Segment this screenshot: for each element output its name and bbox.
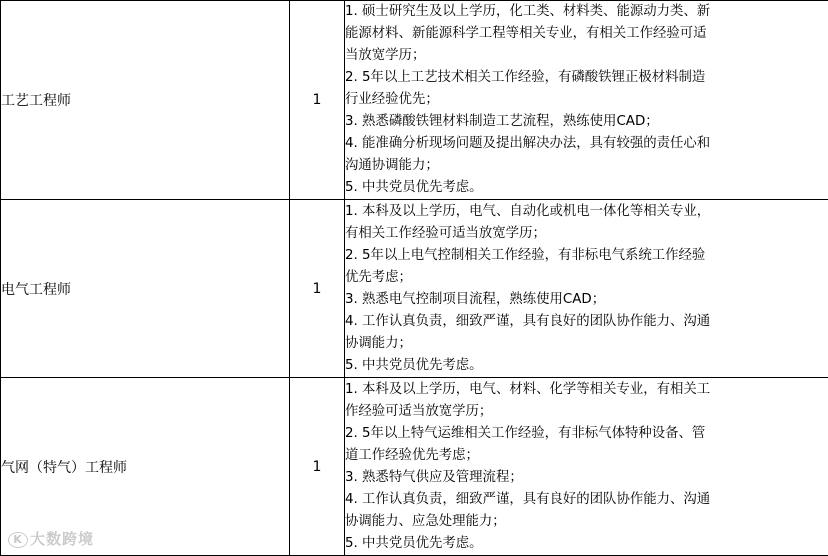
job-title: 电气工程师 [1,200,290,378]
requirement-line: 5. 中共党员优先考虑。 [345,177,828,199]
requirement-line: 4. 能准确分析现场问题及提出解决办法，具有较强的责任心和 [345,133,828,155]
headcount: 1 [290,378,345,556]
requirement-line: 1. 本科及以上学历，电气、材料、化学等相关专业，有相关工 [345,379,828,401]
watermark-logo-icon: K [8,532,28,548]
headcount: 1 [290,1,345,200]
requirement-line: 有相关工作经验可适当放宽学历； [345,223,828,245]
requirement-line: 3. 熟悉特气供应及管理流程； [345,467,828,489]
requirement-line: 1. 本科及以上学历，电气、自动化或机电一体化等相关专业， [345,201,828,223]
requirements [345,1,828,200]
requirement-line: 协调能力、应急处理能力； [345,511,828,533]
requirement-line: 优先考虑； [345,267,828,289]
requirement-line: 1. 硕士研究生及以上学历，化工类、材料类、能源动力类、新 [345,1,828,23]
requirement-line: 5. 中共党员优先考虑。 [345,533,828,555]
requirement-line: 能源材料、新能源科学工程等相关专业，有相关工作经验可适 [345,23,828,45]
requirements [345,200,828,378]
requirement-line: 当放宽学历； [345,45,828,67]
requirement-line: 3. 熟悉电气控制项目流程，熟练使用CAD； [345,289,828,311]
requirement-line: 沟通协调能力； [345,155,828,177]
job-row [1,200,828,378]
requirement-line: 5. 中共党员优先考虑。 [345,355,828,377]
requirement-line: 道工作经验优先考虑； [345,445,828,467]
requirement-line: 行业经验优先； [345,89,828,111]
requirement-line: 4. 工作认真负责，细致严谨，具有良好的团队协作能力、沟通 [345,489,828,511]
requirement-line: 2. 5年以上工艺技术相关工作经验，有磷酸铁锂正极材料制造 [345,67,828,89]
requirement-line: 协调能力； [345,333,828,355]
requirement-line: 3. 熟悉磷酸铁锂材料制造工艺流程，熟练使用CAD； [345,111,828,133]
requirement-line: 2. 5年以上电气控制相关工作经验，有非标电气系统工作经验 [345,245,828,267]
requirement-line: 2. 5年以上特气运维相关工作经验，有非标气体特种设备、管 [345,423,828,445]
requirement-line: 作经验可适当放宽学历； [345,401,828,423]
requirements [345,378,828,556]
job-title: 工艺工程师 [1,1,290,200]
job-row [1,1,828,200]
job-table-body [1,1,828,556]
headcount: 1 [290,200,345,378]
watermark [8,528,94,549]
job-title: 气网（特气）工程师 [1,378,290,556]
watermark-text: 大数跨境 [30,530,94,548]
job-row [1,378,828,556]
requirement-line: 4. 工作认真负责，细致严谨，具有良好的团队协作能力、沟通 [345,311,828,333]
